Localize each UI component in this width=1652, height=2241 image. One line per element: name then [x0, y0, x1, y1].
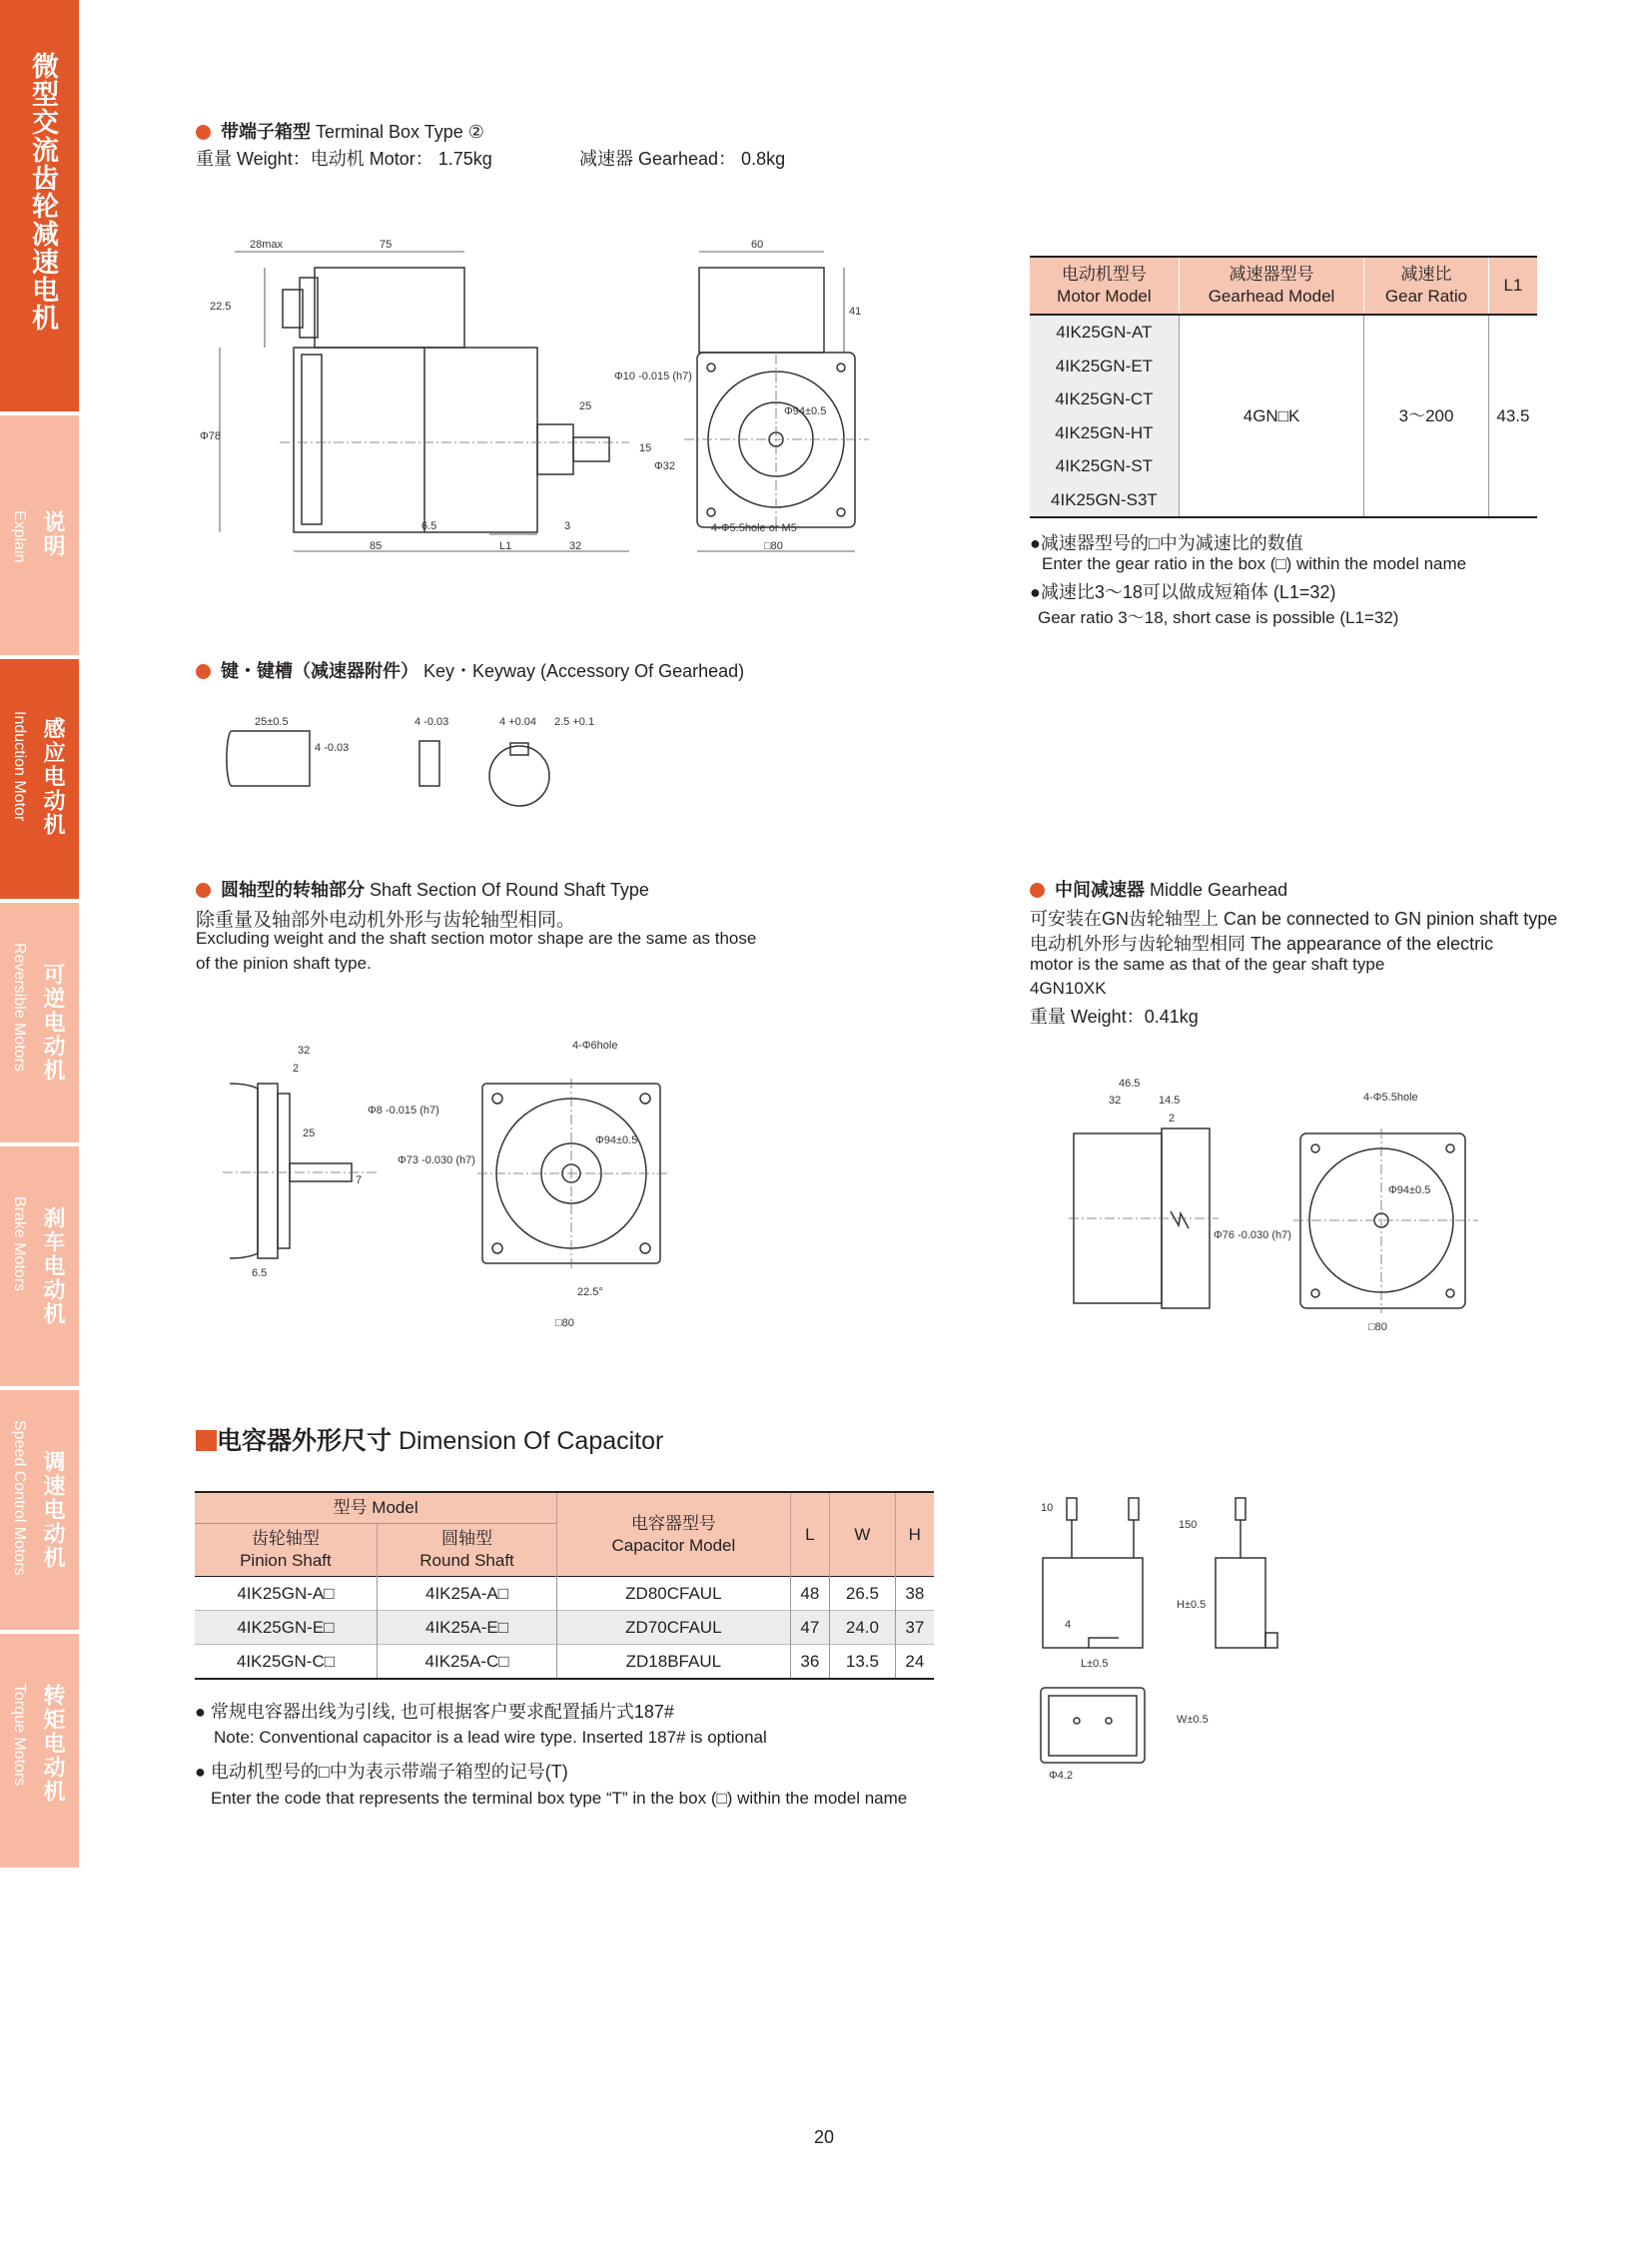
- motor-model-cell: 4IK25GN-ST: [1030, 449, 1179, 483]
- dim-text: 32: [298, 1045, 311, 1057]
- round-shaft-drawing: [218, 1034, 697, 1333]
- table-cell: 4IK25GN-C□: [195, 1645, 377, 1680]
- sidebar-tab-en: Brake Motors: [11, 1196, 28, 1292]
- dim-text: 4 -0.03: [414, 716, 449, 728]
- dim-text: Φ76 -0.030 (h7): [1214, 1229, 1291, 1241]
- sidebar-tab-label: 感应电动机: [41, 717, 66, 837]
- weight-line: 重量 Weight：电动机 Motor： 1.75kg: [196, 149, 492, 169]
- dim-text: 41: [849, 306, 862, 318]
- sidebar-tab-en: Explain: [11, 510, 28, 563]
- sidebar-tab-label: 微型交流齿轮减速电机: [28, 52, 58, 332]
- dim-text: 22.5°: [577, 1286, 603, 1298]
- sidebar-tab-torque[interactable]: [0, 1634, 79, 1868]
- sidebar-tab-label: 说明: [41, 510, 66, 558]
- dim-text: 4 -0.03: [315, 742, 350, 754]
- sidebar-tab-explain[interactable]: [0, 415, 79, 655]
- dim-text: 2: [1169, 1113, 1176, 1124]
- dim-text: □80: [555, 1317, 574, 1329]
- table-row: [195, 1577, 934, 1611]
- sidebar-tab-induction[interactable]: [0, 659, 79, 899]
- dim-text: 32: [569, 540, 582, 552]
- bullet-dot-icon: [196, 883, 211, 898]
- capacitor-note: Note: Conventional capacitor is a lead wire type. Inserted 187# is optional: [214, 1728, 767, 1747]
- dim-text: 14.5: [1159, 1095, 1181, 1107]
- dim-text: 4-Φ5.5hole: [1363, 1092, 1418, 1104]
- capacitor-title: 电容器外形尺寸 Dimension Of Capacitor: [196, 1421, 663, 1457]
- terminal-box-drawing: [190, 230, 889, 564]
- table-cell: ZD18BFAUL: [557, 1645, 790, 1680]
- note-line: Gear ratio 3～18, short case is possible (L1=32): [1038, 608, 1399, 627]
- table-cell: 48: [790, 1577, 830, 1611]
- dim-text: Φ94±0.5: [595, 1134, 638, 1146]
- motor-model-table: [1030, 256, 1537, 518]
- table-cell: 4IK25GN-A□: [195, 1577, 377, 1611]
- dim-text: Φ78: [200, 430, 222, 442]
- middle-gearhead-desc: 4GN10XK: [1030, 979, 1107, 998]
- round-shaft-title: 圆轴型的转轴部分 Shaft Section Of Round Shaft Type: [196, 876, 649, 902]
- l1-cell: 43.5: [1488, 315, 1537, 517]
- sidebar-tab-label: 刹车电动机: [41, 1206, 66, 1326]
- motor-model-cell: 4IK25GN-CT: [1030, 382, 1179, 416]
- dim-text: 6.5: [252, 1267, 268, 1279]
- dim-text: 25: [579, 400, 592, 412]
- header-motor-model: 电动机型号 Motor Model: [1030, 257, 1179, 315]
- dim-text: 75: [380, 239, 393, 251]
- round-shaft-desc: of the pinion shaft type.: [196, 954, 372, 973]
- gear-ratio-cell: 3～200: [1364, 315, 1489, 517]
- note-line: ●减速比3～18可以做成短箱体 (L1=32): [1030, 582, 1336, 602]
- dim-text: 25±0.5: [255, 716, 289, 728]
- table-cell: 4IK25A-E□: [377, 1611, 556, 1645]
- dim-text: 32: [1109, 1095, 1122, 1107]
- middle-gearhead-title: 中间减速器 Middle Gearhead: [1030, 876, 1287, 902]
- dim-text: Φ4.2: [1049, 1770, 1074, 1782]
- header-round-shaft: 圆轴型 Round Shaft: [377, 1524, 556, 1577]
- dim-text: L1: [499, 540, 512, 552]
- terminal-box-title: 带端子箱型 Terminal Box Type ②: [196, 118, 484, 144]
- dim-text: 150: [1179, 1519, 1198, 1531]
- header-gearhead-model: 减速器型号 Gearhead Model: [1179, 257, 1363, 315]
- motor-model-cell: 4IK25GN-ET: [1030, 350, 1179, 383]
- key-drawing: [215, 711, 614, 811]
- table-cell: ZD70CFAUL: [557, 1611, 790, 1645]
- capacitor-note: ● 常规电容器出线为引线, 也可根据客户要求配置插片式187#: [195, 1702, 674, 1722]
- sidebar-tab-speed[interactable]: [0, 1390, 79, 1630]
- sidebar-tab-label: 调速电动机: [41, 1450, 66, 1570]
- header-h: H: [895, 1492, 934, 1577]
- middle-gearhead-drawing: [1059, 1069, 1498, 1338]
- dim-text: Φ32: [654, 460, 676, 472]
- dim-text: 3: [564, 520, 571, 532]
- dim-text: W±0.5: [1177, 1714, 1209, 1726]
- capacitor-note: Enter the code that represents the terminal box type “T” in the box (□) within the model name: [211, 1789, 908, 1808]
- dim-text: 10: [1041, 1502, 1054, 1514]
- bullet-dot-icon: [1030, 883, 1045, 898]
- dim-text: 4-Φ6hole: [572, 1040, 618, 1052]
- sidebar-tab-en: Speed Control Motors: [11, 1420, 28, 1576]
- key-title: 键・键槽（减速器附件） Key・Keyway (Accessory Of Gearhead): [196, 657, 744, 683]
- dim-text: 28max: [250, 239, 284, 251]
- table-cell: 26.5: [830, 1577, 895, 1611]
- table-cell: 13.5: [830, 1645, 895, 1680]
- round-shaft-desc: 除重量及轴部外电动机外形与齿轮轴型相同。: [196, 910, 576, 931]
- table-cell: 24.0: [830, 1611, 895, 1645]
- dim-text: 6.5: [421, 520, 437, 532]
- note-line: Enter the gear ratio in the box (□) within the model name: [1042, 554, 1467, 573]
- dim-text: □80: [764, 540, 783, 552]
- sidebar-tab-en: Torque Motors: [11, 1684, 28, 1787]
- table-row: [195, 1645, 934, 1680]
- table-cell: 38: [895, 1577, 934, 1611]
- sidebar-tab-en: Induction Motor: [11, 711, 28, 822]
- dim-text: Φ73 -0.030 (h7): [398, 1154, 475, 1166]
- motor-model-cell: 4IK25GN-AT: [1030, 315, 1179, 350]
- dim-text: 7: [356, 1174, 363, 1186]
- dim-text: Φ8 -0.015 (h7): [368, 1105, 439, 1117]
- table-cell: ZD80CFAUL: [557, 1577, 790, 1611]
- dim-text: Φ94±0.5: [1388, 1184, 1431, 1196]
- middle-gearhead-desc: motor is the same as that of the gear shaft type: [1030, 955, 1385, 974]
- header-l1: L1: [1488, 257, 1537, 315]
- sidebar: [0, 0, 79, 1868]
- capacitor-drawing: [1029, 1483, 1328, 1783]
- table-cell: 4IK25A-A□: [377, 1577, 556, 1611]
- dim-text: 4-Φ5.5hole or M5: [711, 522, 797, 534]
- dim-text: H±0.5: [1177, 1599, 1207, 1611]
- table-cell: 4IK25A-C□: [377, 1645, 556, 1680]
- gearhead-model-cell: 4GN□K: [1179, 315, 1363, 517]
- header-capacitor-model: 电容器型号 Capacitor Model: [557, 1492, 790, 1577]
- sidebar-tab-reversible[interactable]: [0, 903, 79, 1142]
- header-model-group: 型号 Model: [195, 1492, 557, 1524]
- header-w: W: [830, 1492, 895, 1577]
- dim-text: 60: [751, 239, 764, 251]
- table-cell: 37: [895, 1611, 934, 1645]
- sidebar-tab-label: 可逆电动机: [41, 963, 66, 1083]
- middle-gearhead-desc: 可安装在GN齿轮轴型上 Can be connected to GN pinion shaft type: [1030, 909, 1558, 929]
- table-cell: 4IK25GN-E□: [195, 1611, 377, 1645]
- round-shaft-desc: Excluding weight and the shaft section motor shape are the same as those: [196, 929, 757, 948]
- dim-text: 15: [639, 442, 652, 454]
- dim-text: 46.5: [1119, 1078, 1141, 1090]
- dim-text: Φ94±0.5: [784, 405, 827, 417]
- dim-text: L±0.5: [1081, 1658, 1109, 1670]
- sidebar-tab-brake[interactable]: [0, 1146, 79, 1386]
- capacitor-note: ● 电动机型号的□中为表示带端子箱型的记号(T): [195, 1762, 568, 1782]
- capacitor-table: [195, 1491, 934, 1680]
- sidebar-tab-main[interactable]: [0, 0, 79, 411]
- note-line: ●减速器型号的□中为减速比的数值: [1030, 533, 1303, 553]
- dim-text: 22.5: [210, 301, 232, 313]
- table-cell: 47: [790, 1611, 830, 1645]
- header-gear-ratio: 减速比 Gear Ratio: [1364, 257, 1489, 315]
- header-pinion-shaft: 齿轮轴型 Pinion Shaft: [195, 1524, 377, 1577]
- sidebar-tab-en: Reversible Motors: [11, 943, 28, 1072]
- dim-text: 4: [1065, 1619, 1072, 1631]
- dim-text: □80: [1368, 1321, 1387, 1333]
- table-cell: 24: [895, 1645, 934, 1680]
- bullet-dot-icon: [196, 125, 211, 140]
- middle-gearhead-desc: 电动机外形与齿轮轴型相同 The appearance of the electric: [1030, 934, 1494, 954]
- dim-text: 2: [293, 1063, 300, 1075]
- header-l: L: [790, 1492, 830, 1577]
- dim-text: 85: [370, 540, 383, 552]
- square-bullet-icon: [196, 1430, 217, 1451]
- dim-text: 2.5 +0.1: [554, 716, 595, 728]
- table-cell: 36: [790, 1645, 830, 1680]
- table-row: [195, 1611, 934, 1645]
- dim-text: 4 +0.04: [499, 716, 537, 728]
- motor-model-cell: 4IK25GN-HT: [1030, 416, 1179, 450]
- page-number: 20: [814, 2127, 835, 2147]
- dim-text: 25: [303, 1127, 316, 1139]
- gearhead-weight-line: 减速器 Gearhead： 0.8kg: [579, 149, 786, 169]
- sidebar-tab-label: 转矩电动机: [41, 1684, 66, 1804]
- bullet-dot-icon: [196, 664, 211, 679]
- motor-model-cell: 4IK25GN-S3T: [1030, 483, 1179, 518]
- dim-text: Φ10 -0.015 (h7): [614, 371, 692, 382]
- middle-gearhead-desc: 重量 Weight：0.41kg: [1030, 1007, 1199, 1027]
